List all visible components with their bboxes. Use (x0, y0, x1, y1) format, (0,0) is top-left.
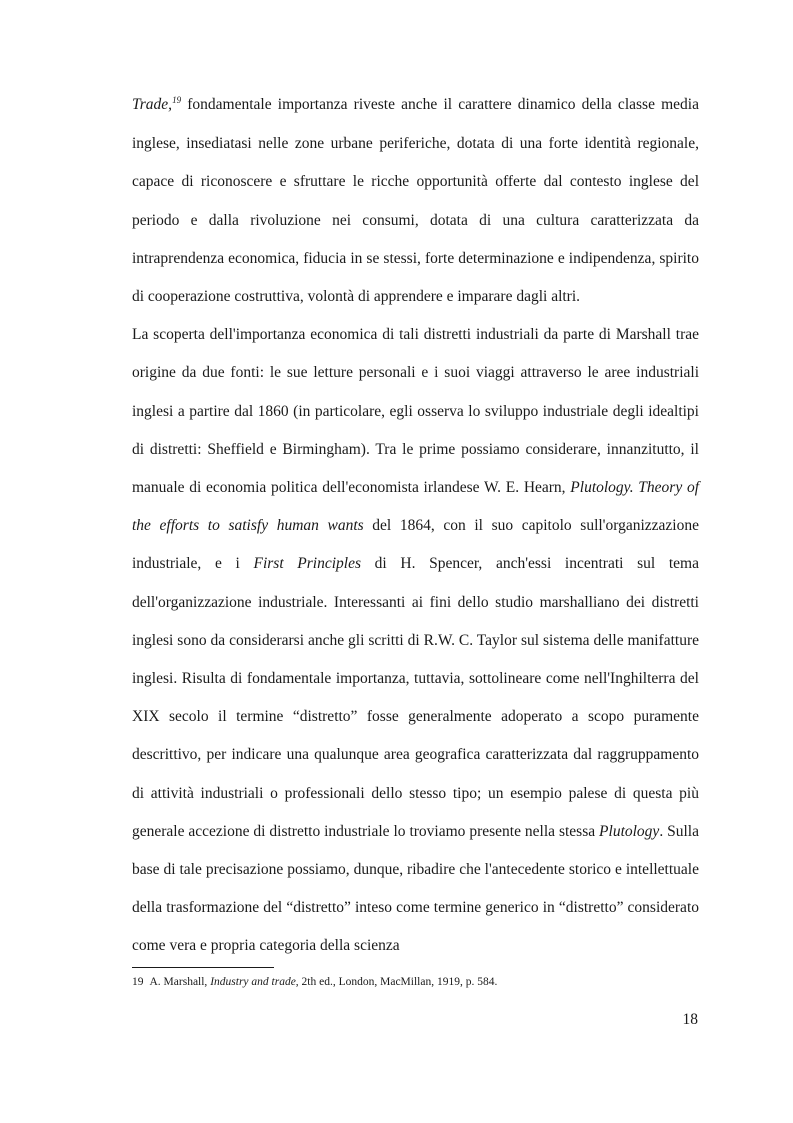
italic-title-first-principles: First Principles (253, 555, 362, 573)
paragraph-1 (132, 86, 699, 316)
italic-title-trade: Trade, (132, 96, 173, 113)
footnote-title: Industry and trade (210, 976, 296, 988)
page-number: 18 (682, 1011, 698, 1028)
body-text (132, 86, 699, 966)
footnote-reference[interactable]: 19 (172, 95, 182, 105)
footnote-number: 19 (132, 976, 144, 988)
paragraph-2-text-2: del 1864, con il suo capitolo sull'organizzazione industriale, e i (132, 517, 699, 573)
paragraph-1-text: fondamentale importanza riveste anche il carattere dinamico della classe media inglese, insediatasi nelle zone urbane periferiche, dotata di una forte identità regionale, capace di riconoscere e sfruttare le ricche opportunità offerte dal contesto inglese del periodo e dalla rivoluzione nei consumi, dotata di una cultura caratterizzata da intraprendenza economica, fiducia in se stessi, forte determinazione e indipendenza, spirito di cooperazione costruttiva, volontà di apprendere e imparare dagli altri. (132, 96, 699, 306)
footnote-author: A. Marshall, (149, 976, 211, 988)
paragraph-2-text-1: La scoperta dell'importanza economica di tali distretti industriali da parte di Marshall trae origine da due fonti: le sue letture personali e i suoi viaggi attraverso le aree industriali inglesi a partire dal 1860 (in particolare, egli osserva lo sviluppo industriale degli idealtipi di distretti: Sheffield e Birmingham). Tra le prime possiamo considerare, innanzitutto, il manuale di economia politica dell'economista irlandese W. E. Hearn, (132, 326, 699, 497)
footnote-divider (132, 967, 274, 968)
footnote-rest: , 2th ed., London, MacMillan, 1919, p. 584. (295, 976, 498, 988)
paragraph-2-text-4: . Sulla base di tale precisazione possiamo, dunque, ribadire che l'antecedente storico e intellettuale della trasformazione del “distretto” inteso come termine generico in “distretto” considerato come vera e propria categoria della scienza (132, 822, 699, 955)
italic-title-plutology-full: Plutology. Theory of the efforts to satisfy human wants (132, 479, 700, 535)
paragraph-2 (132, 316, 699, 965)
italic-title-plutology: Plutology (599, 822, 660, 840)
footnote-19 (132, 974, 699, 990)
paragraph-2-text-3: di H. Spencer, anch'essi incentrati sul tema dell'organizzazione industriale. Interessanti ai fini dello studio marshalliano dei distretti inglesi sono da considerarsi anche gli scritti di R.W. C. Taylor sul sistema delle manifatture inglesi. Risulta di fondamentale importanza, tuttavia, sottolineare come nell'Inghilterra del XIX secolo il termine “distretto” fosse generalmente adoperato a scopo puramente descrittivo, per indicare una qualunque area geografica caratterizzata dal raggruppamento di attività industriali o professionali dello stesso tipo; un esempio palese di questa più generale accezione di distretto industriale lo troviamo presente nella stessa (132, 555, 699, 840)
